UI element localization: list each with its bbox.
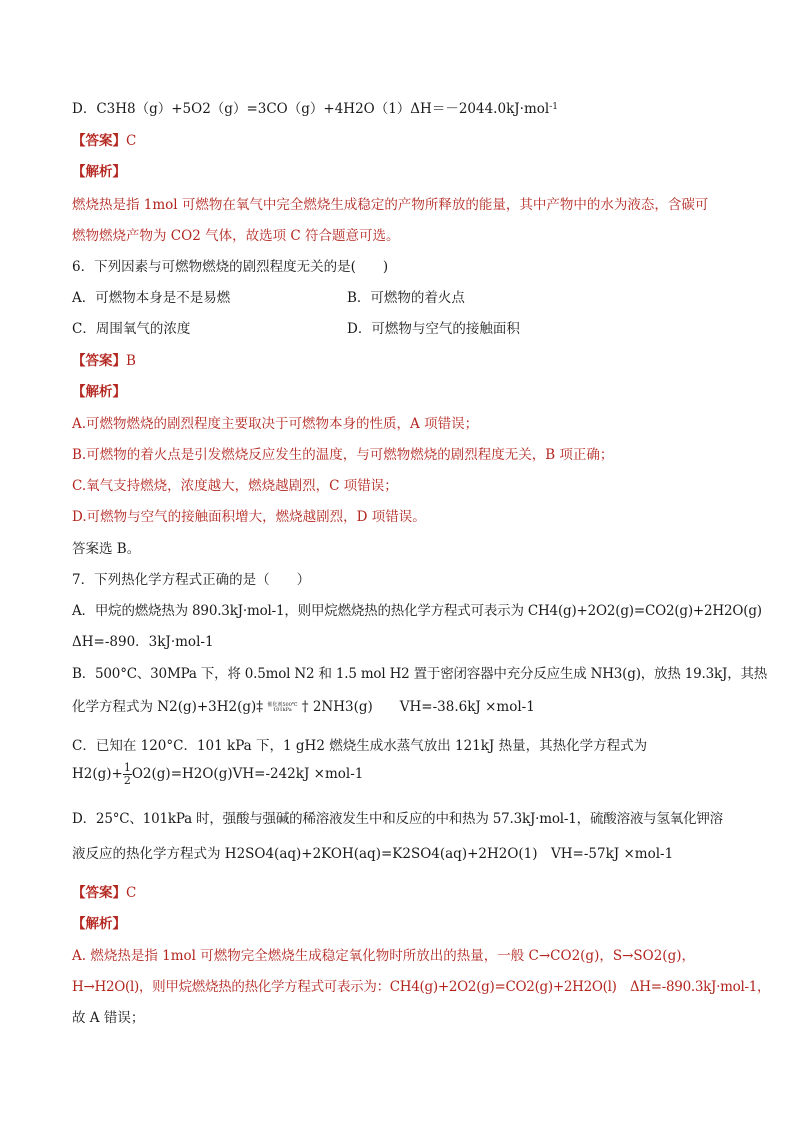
q7-option-c-line-2: H2(g)+ $\frac{1}{2}$ O2(g)=H2O(g)VH=-242kJ ×mol-1: [72, 761, 364, 787]
q7-analysis-line-2: H→H2O(l)，则甲烷燃烧热的热化学方程式可表示为：CH4(g)+2O2(g)=CO2(g)+2H2O(l) ΔH=-890.3kJ·mol-1，: [72, 979, 771, 995]
q6-option-a: A．可燃物本身是不是易燃: [72, 290, 231, 306]
q7-option-b-line-2: 化学方程式为 N2(g)+3H2(g)‡ 催化剂500℃ 101kPa † 2NH3(g) VH=-38.6kJ ×mol-1: [72, 699, 535, 715]
q6-answer: 【答案】B: [72, 353, 136, 369]
q7-analysis-line-1: A. 燃烧热是指 1mol 可燃物完全燃烧生成稳定氧化物时所放出的热量，一般 C→CO2(g)，S→SO2(g)，: [72, 948, 695, 964]
q7-option-d-line-1: D．25°C、101kPa 时，强酸与强碱的稀溶液发生中和反应的中和热为 57.3kJ·mol-1，硫酸溶液与氢氧化钾溶: [72, 811, 723, 827]
q5-option-d: D．C3H8（g）+5O2（g）=3CO（g）+4H2O（1）ΔH＝－2044.0kJ·mol$^{-1}$: [72, 101, 558, 117]
q5-analysis-label: 【解析】: [72, 164, 126, 180]
q7-option-a-line-2: ΔH=-890．3kJ·mol-1: [72, 634, 214, 650]
q6-options-row-1: [72, 289, 465, 307]
q6-option-d: D．可燃物与空气的接触面积: [347, 321, 520, 337]
q7-stem: 7．下列热化学方程式正确的是（ ）: [72, 572, 311, 588]
q7-option-d-line-2: 液反应的热化学方程式为 H2SO4(aq)+2KOH(aq)=K2SO4(aq)+2H2O(1) VH=-57kJ ×mol-1: [72, 846, 674, 862]
q6-option-c: C．周围氧气的浓度: [72, 321, 191, 337]
q6-analysis-label: 【解析】: [72, 384, 126, 400]
q6-stem: 6．下列因素与可燃物燃烧的剧烈程度无关的是( ): [72, 259, 389, 275]
fraction-half: $\frac{1}{2}$: [123, 761, 131, 787]
q6-analysis-line-4: D.可燃物与空气的接触面积增大，燃烧越剧烈，D 项错误。: [72, 509, 426, 525]
q7-analysis-label: 【解析】: [72, 916, 126, 932]
q7-option-c-line-1: C．已知在 120°C．101 kPa 下，1 gH2 燃烧生成水蒸气放出 121kJ 热量，其热化学方程式为: [72, 738, 648, 754]
q5-analysis-line-2: 燃物燃烧产物为 CO2 气体，故选项 C 符合题意可选。: [72, 228, 400, 244]
q7-answer: 【答案】C: [72, 885, 137, 901]
q5-answer: 【答案】C: [72, 133, 137, 149]
q6-option-b: B．可燃物的着火点: [347, 290, 465, 306]
q6-conclusion: 答案选 B。: [72, 541, 141, 557]
q6-options-row-2: [72, 320, 520, 338]
q7-option-a-line-1: A．甲烷的燃烧热为 890.3kJ·mol-1，则甲烷燃烧热的热化学方程式可表示为 CH4(g)+2O2(g)=CO2(g)+2H2O(g): [72, 603, 762, 619]
q5-analysis-line-1: 燃烧热是指 1mol 可燃物在氧气中完全燃烧生成稳定的产物所释放的能量，其中产物中的水为液态，含碳可: [72, 197, 709, 213]
reaction-condition: 催化剂500℃ 101kPa: [267, 701, 298, 713]
q7-analysis-line-3: 故 A 错误；: [72, 1010, 145, 1026]
q6-analysis-line-2: B.可燃物的着火点是引发燃烧反应发生的温度，与可燃物燃烧的剧烈程度无关，B 项正确；: [72, 447, 614, 463]
q7-option-b-line-1: B．500°C、30MPa 下，将 0.5mol N2 和 1.5 mol H2 置于密闭容器中充分反应生成 NH3(g)，放热 19.3kJ，其热: [72, 666, 768, 682]
q6-analysis-line-1: A.可燃物燃烧的剧烈程度主要取决于可燃物本身的性质，A 项错误；: [72, 416, 479, 432]
q6-analysis-line-3: C.氧气支持燃烧，浓度越大，燃烧越剧烈，C 项错误；: [72, 478, 398, 494]
